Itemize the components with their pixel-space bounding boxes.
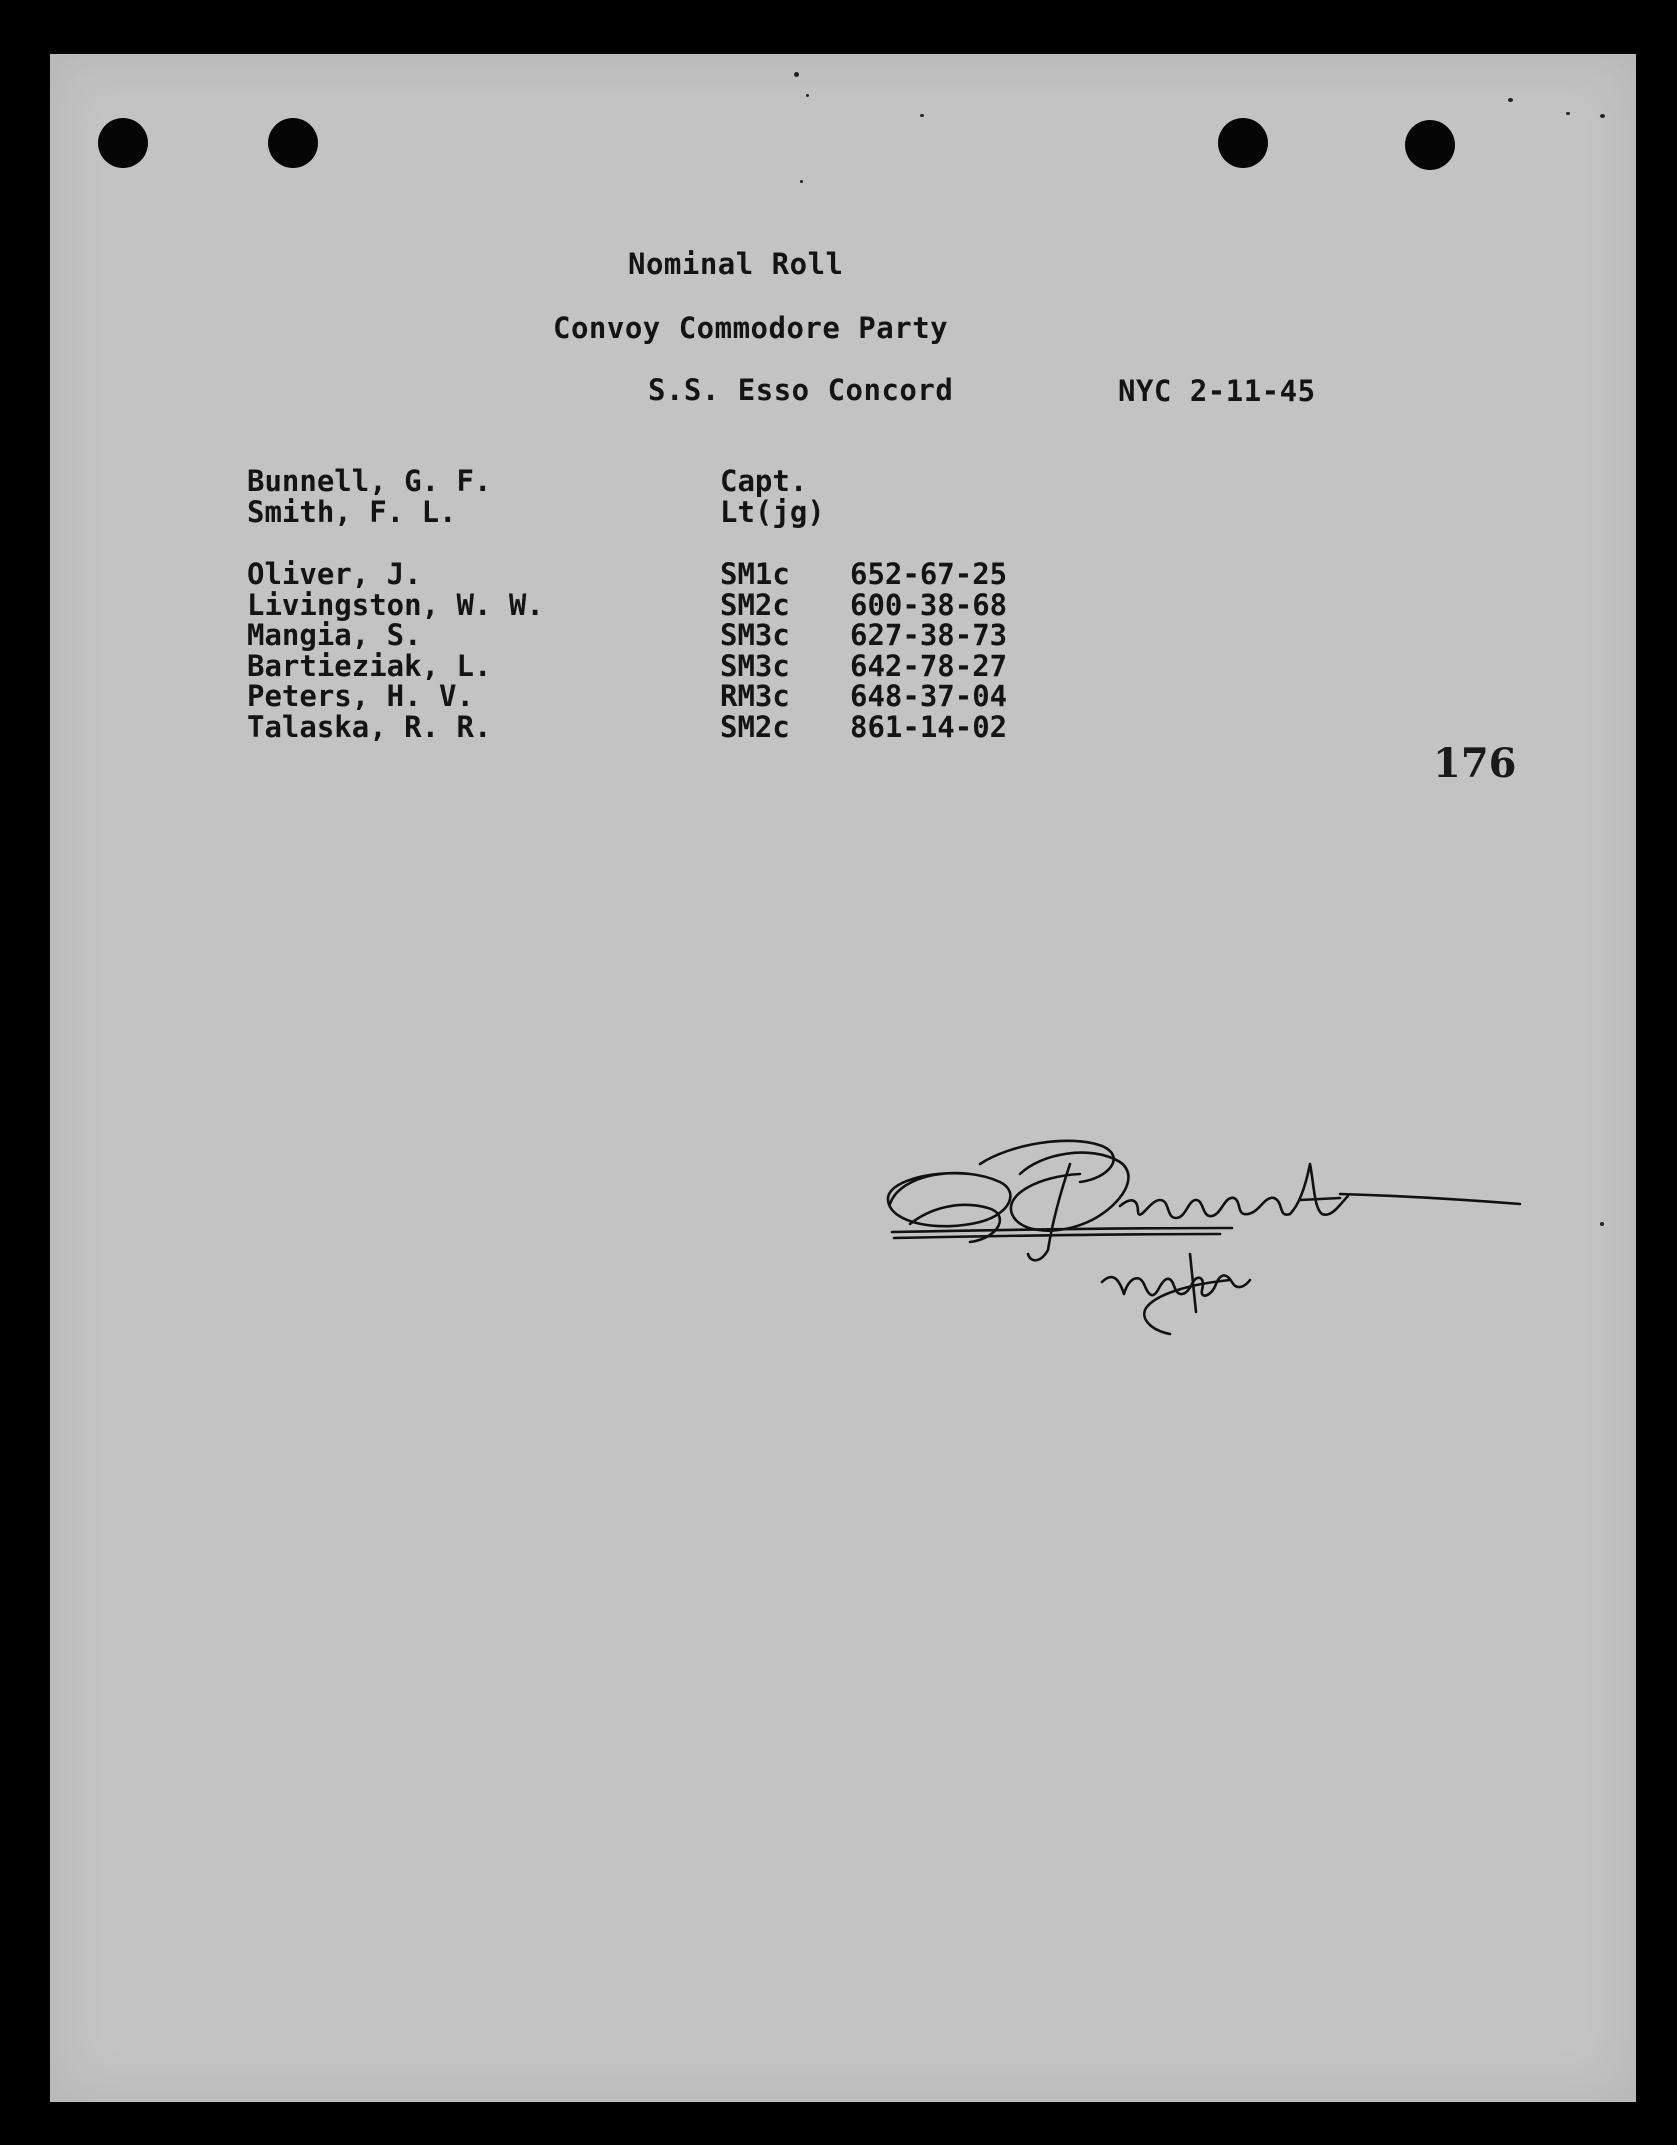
document-subtitle: Convoy Commodore Party [553, 311, 949, 345]
crew-serial: 642-78-27 [850, 648, 1008, 683]
document-title: Nominal Roll [628, 247, 844, 281]
crew-rate: SM3c [720, 648, 790, 683]
crew-row [247, 679, 1008, 713]
punch-hole-2 [268, 118, 318, 168]
speck [1566, 112, 1570, 115]
crew-row [247, 648, 1008, 683]
document-page [50, 54, 1636, 2102]
page-number: 176 [1433, 740, 1517, 787]
master-signature [870, 1104, 1530, 1364]
crew-row [247, 618, 1008, 652]
place-date: NYC 2-11-45 [1118, 374, 1316, 408]
speck [1600, 1222, 1604, 1226]
crew-rate: SM2c [720, 709, 790, 744]
crew-name: Livingston, W. W. [247, 587, 544, 622]
crew-row [247, 587, 1008, 622]
crew-serial: 627-38-73 [850, 618, 1008, 652]
crew-name: Oliver, J. [247, 557, 422, 591]
speck [794, 72, 799, 77]
signature-drawing [870, 1104, 1530, 1364]
crew-serial: 648-37-04 [850, 679, 1008, 713]
speck [1508, 98, 1513, 102]
officer-name: Smith, F. L. [247, 494, 457, 529]
speck [806, 94, 809, 97]
punch-hole-4 [1405, 120, 1455, 170]
nominal-roll-list [247, 464, 1008, 744]
punch-hole-3 [1218, 118, 1268, 168]
crew-name: Peters, H. V. [247, 679, 474, 713]
officer-row [247, 464, 808, 498]
crew-name: Bartieziak, L. [247, 648, 492, 683]
speck [1600, 114, 1605, 118]
crew-serial: 861-14-02 [850, 709, 1008, 744]
ship-name: S.S. Esso Concord [648, 373, 954, 407]
officer-name: Bunnell, G. F. [247, 464, 492, 498]
crew-rate: SM1c [720, 557, 790, 591]
speck [800, 180, 803, 183]
crew-serial: 652-67-25 [850, 557, 1008, 591]
crew-serial: 600-38-68 [850, 587, 1008, 622]
officer-row [247, 494, 825, 529]
crew-rate: SM3c [720, 618, 790, 652]
crew-row [247, 709, 1008, 744]
punch-hole-1 [98, 118, 148, 168]
speck [920, 114, 924, 117]
crew-rate: SM2c [720, 587, 790, 622]
crew-row [247, 557, 1008, 591]
officer-rank: Lt(jg) [720, 494, 825, 529]
crew-name: Talaska, R. R. [247, 709, 492, 744]
crew-rate: RM3c [720, 679, 790, 713]
crew-name: Mangia, S. [247, 618, 422, 652]
officer-rank: Capt. [720, 464, 808, 498]
